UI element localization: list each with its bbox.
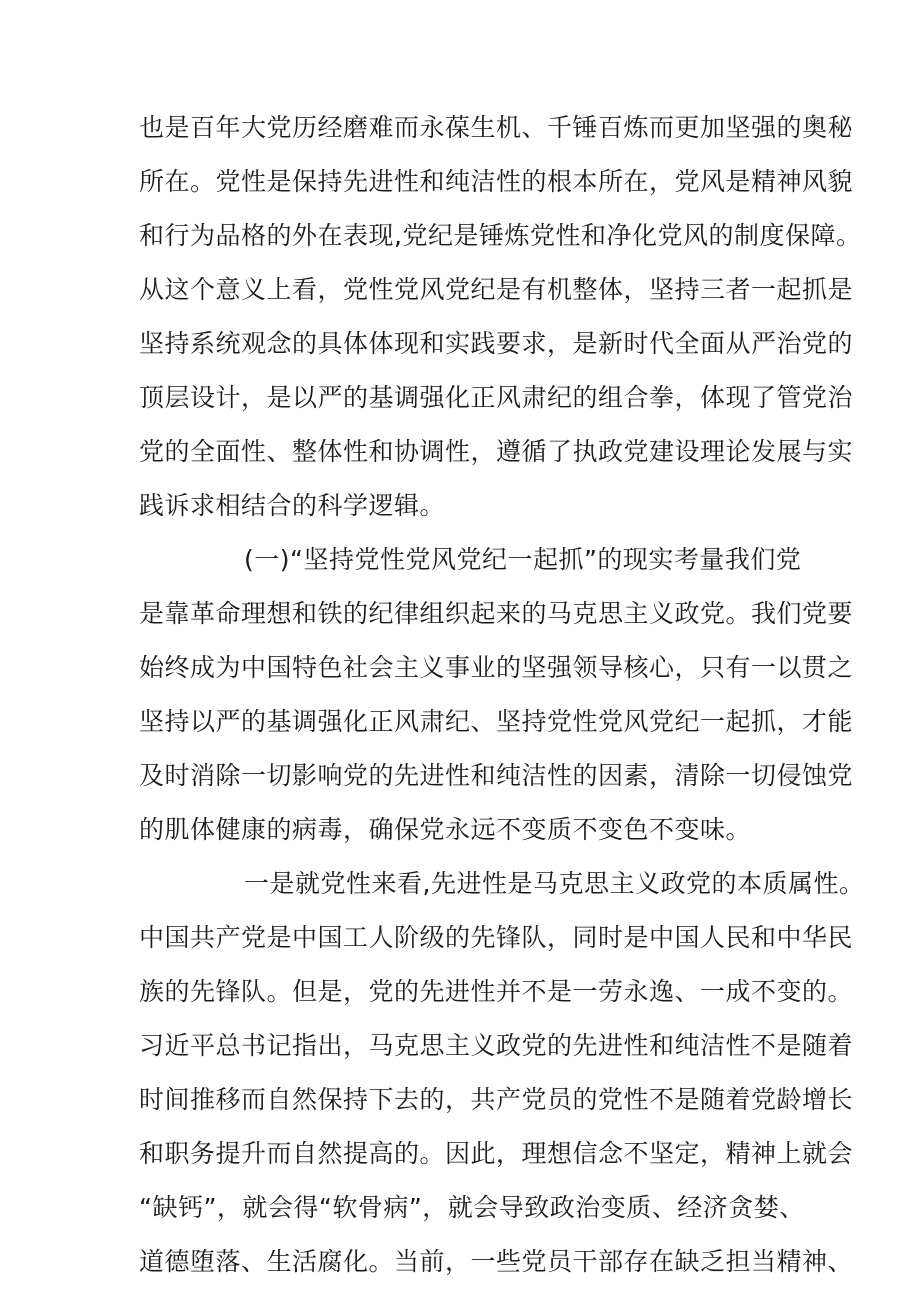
text-line: 坚持系统观念的具体体现和实践要求，是新时代全面从严治党的 — [139, 329, 854, 358]
text-line: 党的全面性、整体性和协调性，遵循了执政党建设理论发展与实 — [139, 437, 854, 466]
paragraph-first-line: 一是就党性来看,先进性是马克思主义政党的本质属性。 — [244, 869, 865, 898]
text-line: 族的先锋队。但是，党的先进性并不是一劳永逸、一成不变的。 — [139, 977, 854, 1006]
text-line: 践诉求相结合的科学逻辑。 — [139, 491, 446, 520]
text-line: 顶层设计，是以严的基调强化正风肃纪的组合拳，体现了管党治 — [139, 383, 854, 412]
text-line: 习近平总书记指出，马克思主义政党的先进性和纯洁性不是随着 — [139, 1031, 854, 1060]
text-line: 的肌体健康的病毒，确保党永远不变质不变色不变味。 — [139, 815, 752, 844]
text-line: 坚持以严的基调强化正风肃纪、坚持党性党风党纪一起抓，才能 — [139, 707, 854, 736]
text-line: 是靠革命理想和铁的纪律组织起来的马克思主义政党。我们党要 — [139, 599, 854, 628]
text-line: 从这个意义上看，党性党风党纪是有机整体，坚持三者一起抓是 — [139, 275, 854, 304]
text-line: 道德堕落、生活腐化。当前，一些党员干部存在缺乏担当精神、 — [139, 1247, 854, 1276]
text-line: 和行为品格的外在表现,党纪是锤炼党性和净化党风的制度保障。 — [139, 221, 862, 250]
text-line: 所在。党性是保持先进性和纯洁性的根本所在，党风是精神风貌 — [139, 167, 854, 196]
section-heading: (一)“坚持党性党风党纪一起抓”的现实考量我们党 — [244, 545, 802, 574]
text-line: 及时消除一切影响党的先进性和纯洁性的因素，清除一切侵蚀党 — [139, 761, 854, 790]
text-line: 中国共产党是中国工人阶级的先锋队，同时是中国人民和中华民 — [139, 923, 854, 952]
text-line: 也是百年大党历经磨难而永葆生机、千锤百炼而更加坚强的奥秘 — [139, 113, 854, 142]
text-line: 始终成为中国特色社会主义事业的坚强领导核心，只有一以贯之 — [139, 653, 854, 682]
text-line: 和职务提升而自然提高的。因此，理想信念不坚定，精神上就会 — [139, 1139, 854, 1168]
text-line: 时间推移而自然保持下去的，共产党员的党性不是随着党龄增长 — [139, 1085, 854, 1114]
text-line: “缺钙”，就会得“软骨病”，就会导致政治变质、经济贪婪、 — [139, 1193, 805, 1222]
